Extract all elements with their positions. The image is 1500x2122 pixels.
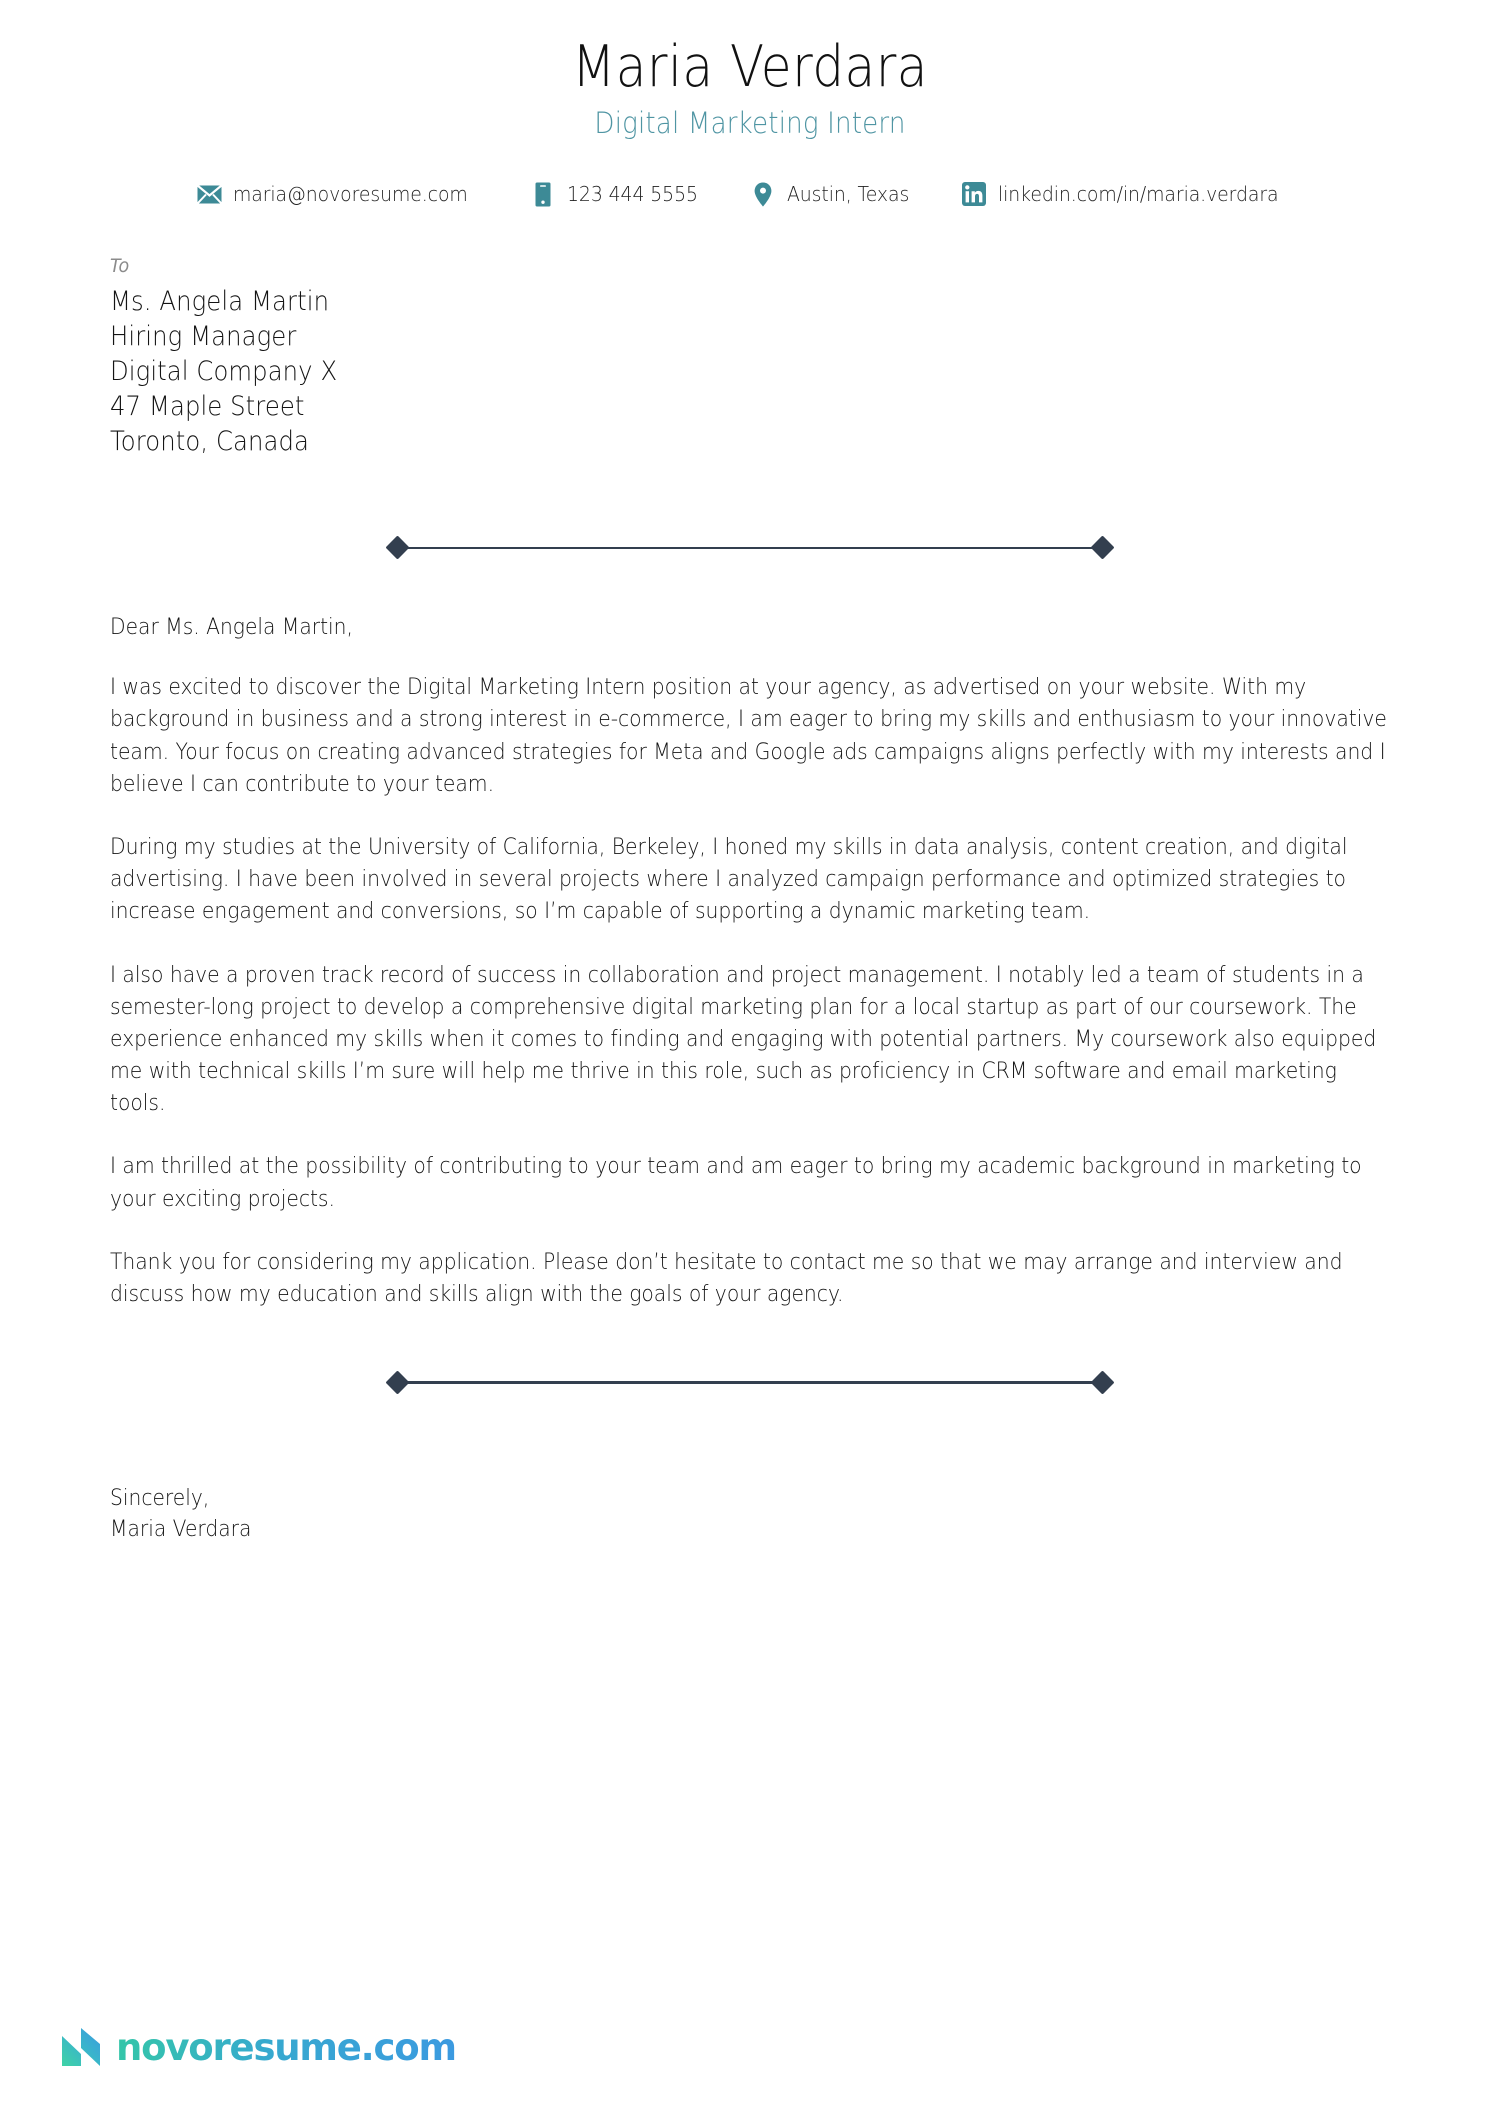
contact-location-text: Austin, Texas [786,182,910,207]
diamond-right-icon [1090,536,1114,560]
location-pin-icon [751,182,776,207]
novoresume-footer-logo[interactable] [58,2024,456,2070]
applicant-job-title: Digital Marketing Intern [594,105,906,140]
letter-paragraph: During my studies at the University of California, Berkeley, I honed my skills in data analysis, content creation, and digital advertising. I have been involved in several projects where I analyzed campaign performance and optimized strategies to increase engagement and conversions, so I’m capable of supporting a dynamic marketing team. [110,833,1348,925]
contact-phone-text: 123 444 5555 [566,182,698,207]
letter-paragraph: I was excited to discover the Digital Marketing Intern position at your agency, as advertised on your website. With my background in business and a strong interest in e-commerce, I am eager to bring my skills and enthusiasm to your innovative team. Your focus on creating advanced strategies for Meta and Google ads campaigns aligns perfectly with my interests and I believe I can contribute to your team. [110,674,1387,797]
letter-paragraph: I also have a proven track record of success in collaboration and project management. I notably led a team of students in a semester-long project to develop a comprehensive digital marketing plan for a local startup as part of our coursework. The experience enhanced my skills when it comes to finding and engaging with potential partners. My coursework also equipped me with technical skills I’m sure will help me thrive in this role, such as proficiency in CRM software and email marketing tools. [110,961,1377,1117]
linkedin-icon [962,182,987,207]
diamond-right-icon [1090,1371,1114,1395]
recipient-line: Digital Company X [110,356,338,388]
letter-body [0,614,1500,1310]
novoresume-n-mark-icon [58,2024,104,2070]
closing-text: Sincerely, [110,1485,210,1512]
letter-paragraph: Thank you for considering my application. Please don’t hesitate to contact me so that we may arrange and interview and discuss how my education and skills align with the goals of your agency. [110,1248,1343,1307]
divider-line [404,547,1096,550]
applicant-name: Maria Verdara [572,34,928,100]
salutation: Dear Ms. Angela Martin, [110,614,353,641]
recipient-block [0,255,1500,459]
recipient-line: Hiring Manager [110,320,297,352]
contact-email-text: maria@novoresume.com [233,182,469,207]
contact-item-linkedin[interactable] [962,182,1303,207]
envelope-icon [197,182,222,207]
recipient-line: Ms. Angela Martin [110,285,330,317]
recipient-address [110,284,1361,459]
signoff-wrapper [0,1483,1500,1544]
diamond-left-icon [385,1371,409,1395]
to-label: To [110,254,130,277]
divider-top [0,539,1500,556]
recipient-line: Toronto, Canada [110,426,309,458]
contact-linkedin-text: linkedin.com/in/maria.verdara [997,182,1279,207]
novoresume-wordmark: novoresume.com [116,2025,456,2069]
divider-line [404,1381,1096,1384]
contact-item-phone[interactable] [531,182,709,207]
contact-item-location[interactable] [751,182,920,207]
letter-paragraph: I am thrilled at the possibility of contributing to your team and am eager to bring my academic background in marketing to your exciting projects. [110,1153,1362,1212]
phone-icon [531,182,556,207]
letter-header [0,0,1500,140]
recipient-line: 47 Maple Street [110,391,305,423]
signature-name: Maria Verdara [110,1515,252,1542]
contact-item-email[interactable] [197,182,488,207]
contact-row [0,182,1500,207]
diamond-left-icon [385,536,409,560]
signoff-block [110,1483,1262,1544]
divider-bottom [0,1374,1500,1391]
